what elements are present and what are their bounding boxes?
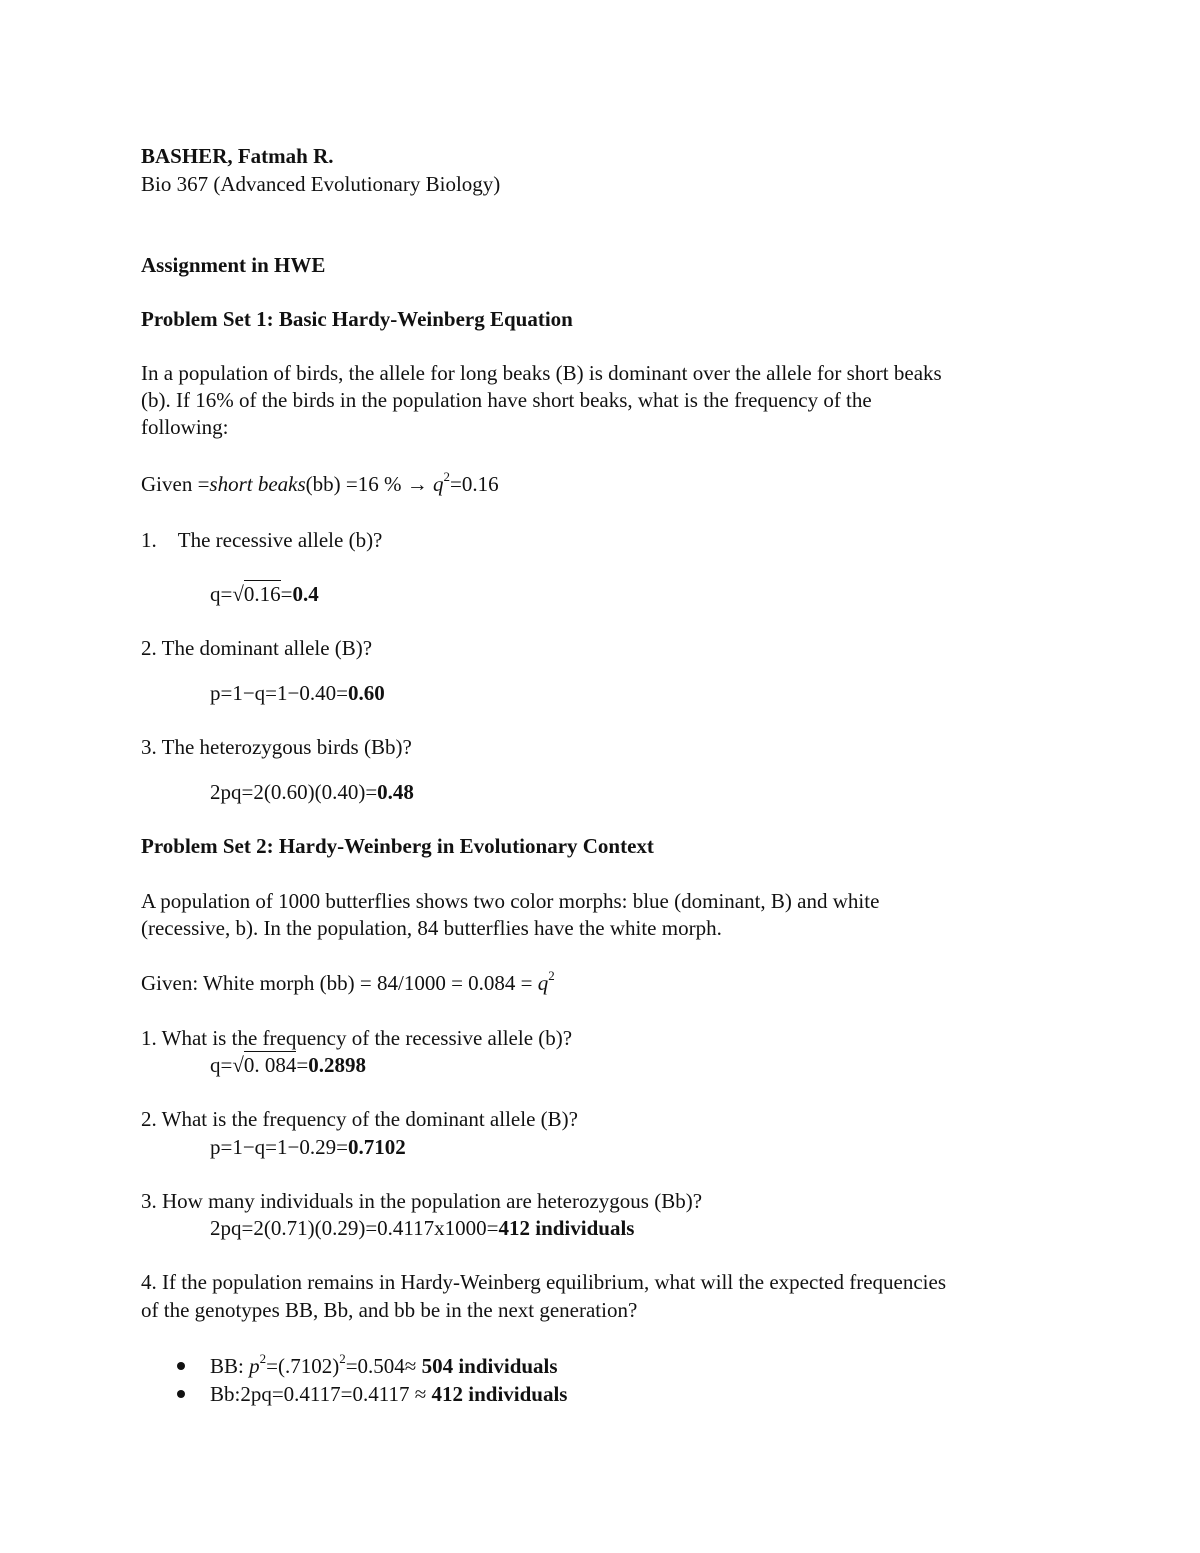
ps1-a2-result: 0.60 bbox=[347, 681, 385, 705]
ps1-a3-expr: 2pq=2(0.60)(0.40)= bbox=[210, 780, 378, 804]
ps1-q3: 3. The heterozygous birds (Bb)? bbox=[141, 735, 412, 759]
ps1-given-prefix: Given = bbox=[141, 472, 210, 496]
ps2-intro-line2: (recessive, b). In the population, 84 butterflies have the white morph. bbox=[141, 916, 722, 940]
ps2-a2 bbox=[210, 1134, 406, 1161]
ps2-bullet1-mid: =(.7102) bbox=[266, 1354, 340, 1378]
ps2-bullet2-expr: Bb:2pq=0.4117=0.4117 ≈ bbox=[210, 1382, 427, 1406]
ps2-bullet1-result: 504 individuals bbox=[421, 1354, 558, 1378]
ps1-q2: 2. The dominant allele (B)? bbox=[141, 636, 373, 660]
ps2-q3: 3. How many individuals in the population are heterozygous (Bb)? bbox=[141, 1189, 703, 1213]
ps1-q1-text: The recessive allele (b)? bbox=[177, 528, 383, 552]
ps2-q4-line2: of the genotypes BB, Bb, and bb be in the next generation? bbox=[141, 1298, 638, 1322]
ps1-given-term: short beaks bbox=[209, 472, 306, 496]
ps1-intro-line1: In a population of birds, the allele for long beaks (B) is dominant over the allele for short beaks bbox=[141, 361, 942, 385]
ps1-intro-line3: following: bbox=[141, 415, 229, 439]
ps2-given-q: q bbox=[537, 971, 549, 995]
ps1-a1-prefix: q=√ bbox=[210, 582, 244, 606]
ps1-a2-expr: p=1−q=1−0.40= bbox=[210, 681, 348, 705]
ps2-bullet1-prefix: BB: bbox=[210, 1354, 250, 1378]
ps1-given-paren: (bb) bbox=[305, 472, 341, 496]
ps2-q4-line1: 4. If the population remains in Hardy-Weinberg equilibrium, what will the expected frequencies bbox=[141, 1270, 947, 1294]
ps1-given-q: q bbox=[433, 472, 444, 496]
ps1-given bbox=[141, 471, 499, 498]
ps2-a1-prefix: q=√ bbox=[210, 1053, 244, 1077]
ps2-q1: 1. What is the frequency of the recessive allele (b)? bbox=[141, 1026, 573, 1050]
ps1-a3 bbox=[210, 779, 414, 806]
ps2-title: Problem Set 2: Hardy-Weinberg in Evolutionary Context bbox=[141, 834, 654, 858]
ps2-a3-expr: 2pq=2(0.71)(0.29)=0.4117x1000= bbox=[210, 1216, 499, 1240]
ps2-a2-result: 0.7102 bbox=[347, 1135, 406, 1159]
ps2-bullet-bb bbox=[210, 1353, 558, 1380]
ps1-a3-result: 0.48 bbox=[377, 780, 414, 804]
ps1-given-mid: =16 % → bbox=[345, 472, 428, 496]
ps1-a2 bbox=[210, 680, 385, 707]
ps1-a1-eq: = bbox=[280, 582, 293, 606]
ps2-a3 bbox=[210, 1215, 634, 1242]
ps2-bullet1-mid-exp: 2 bbox=[339, 1351, 346, 1366]
ps2-bullet1-p-exp: 2 bbox=[259, 1351, 267, 1366]
ps1-intro-line2: (b). If 16% of the birds in the population have short beaks, what is the frequency of the bbox=[141, 388, 872, 412]
ps2-given bbox=[141, 970, 555, 997]
bullet-icon bbox=[177, 1362, 185, 1370]
ps2-q2: 2. What is the frequency of the dominant allele (B)? bbox=[141, 1107, 578, 1131]
ps2-a1-radicand: 0. 084 bbox=[243, 1053, 297, 1077]
ps2-a1-eq: = bbox=[296, 1053, 309, 1077]
assignment-title: Assignment in HWE bbox=[141, 253, 326, 277]
ps1-title: Problem Set 1: Basic Hardy-Weinberg Equation bbox=[141, 307, 573, 331]
ps1-given-exp: 2 bbox=[443, 469, 451, 484]
ps2-given-text: Given: White morph (bb) = 84/1000 = 0.084 = bbox=[141, 971, 533, 995]
ps1-a1-radicand: 0.16 bbox=[243, 582, 281, 606]
bullet-icon bbox=[177, 1390, 185, 1398]
ps1-given-result: =0.16 bbox=[450, 472, 499, 496]
ps2-a1 bbox=[210, 1052, 366, 1079]
ps2-a1-result: 0.2898 bbox=[308, 1053, 366, 1077]
ps2-bullet-bb-het bbox=[210, 1381, 567, 1408]
ps1-q1 bbox=[141, 527, 382, 554]
course-title: Bio 367 (Advanced Evolutionary Biology) bbox=[141, 172, 501, 196]
ps2-a2-expr: p=1−q=1−0.29= bbox=[210, 1135, 348, 1159]
ps1-a1 bbox=[210, 581, 319, 608]
ps2-bullet2-result: 412 individuals bbox=[431, 1382, 568, 1406]
ps2-given-exp: 2 bbox=[548, 968, 555, 983]
ps2-a3-result: 412 individuals bbox=[498, 1216, 635, 1240]
ps1-q1-label: 1. bbox=[141, 528, 157, 552]
ps2-bullet1-p: p bbox=[249, 1354, 260, 1378]
ps2-intro-line1: A population of 1000 butterflies shows two color morphs: blue (dominant, B) and white bbox=[141, 889, 880, 913]
student-name: BASHER, Fatmah R. bbox=[141, 144, 334, 168]
ps1-a1-result: 0.4 bbox=[292, 582, 319, 606]
ps2-bullet1-tail: =0.504≈ bbox=[345, 1354, 417, 1378]
